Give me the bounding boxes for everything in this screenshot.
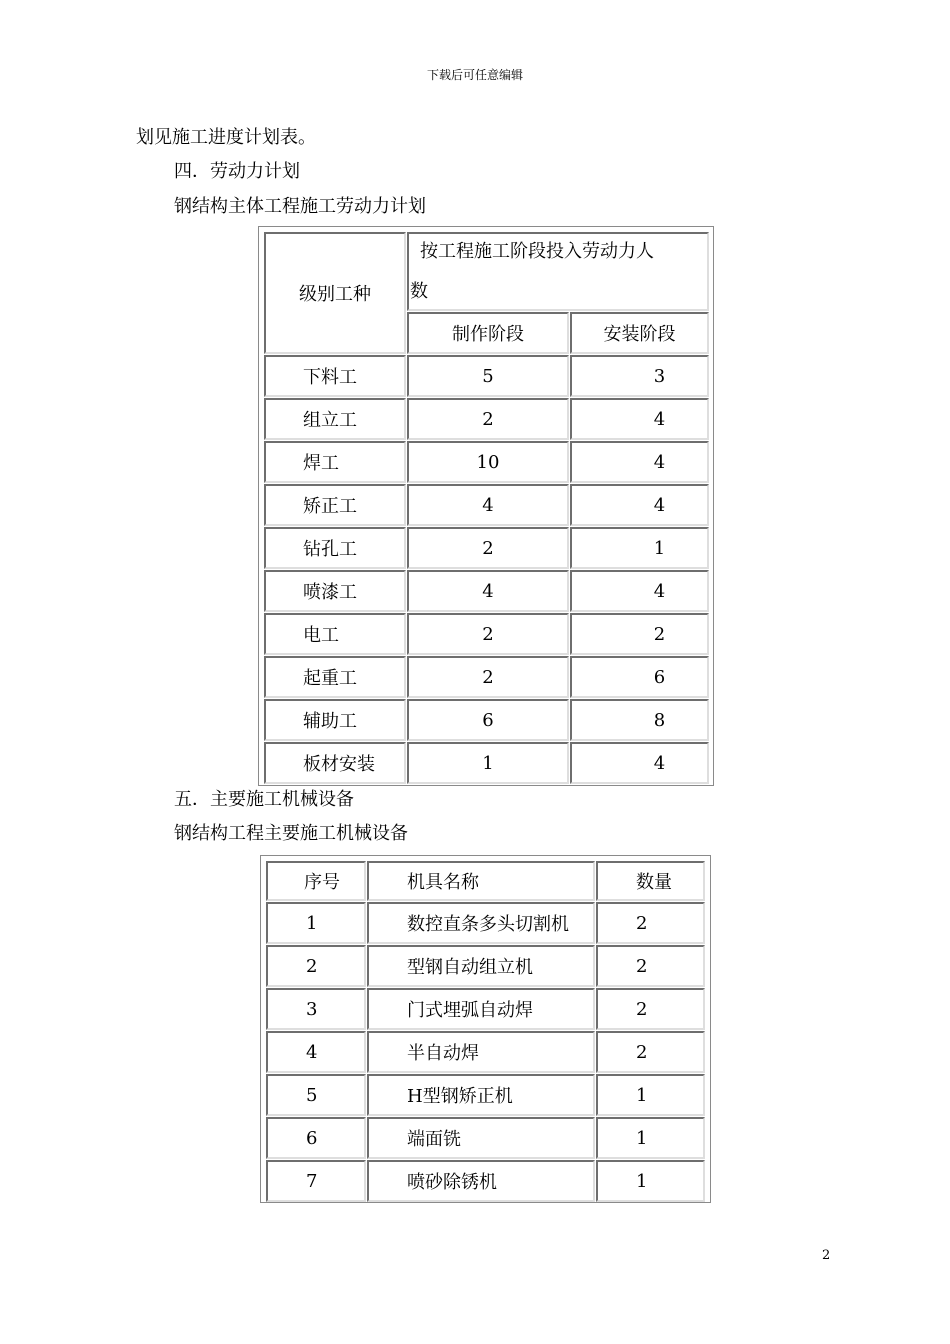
table-caption-equipment: 钢结构工程主要施工机械设备: [174, 823, 408, 844]
page-header: 下载后可任意编辑: [426, 68, 523, 82]
equipment-cell-qty-text: 1: [636, 1127, 648, 1149]
equipment-cell-no: [266, 945, 366, 987]
labor-cell-trade: [264, 656, 406, 698]
header-name: 机具名称: [367, 861, 595, 901]
equipment-cell-qty-text: 1: [636, 1084, 648, 1106]
labor-cell-fabrication-text: 2: [482, 408, 494, 430]
equipment-cell-no: [266, 1031, 366, 1073]
table-caption-labor: 钢结构主体工程施工劳动力计划: [174, 196, 426, 217]
labor-cell-trade-text: 起重工: [303, 668, 357, 689]
labor-plan-table: [258, 226, 714, 786]
equipment-cell-qty-text: 2: [636, 1041, 648, 1063]
header-trade: 级别工种: [264, 232, 406, 354]
labor-cell-trade: [264, 355, 406, 397]
labor-cell-installation: [570, 398, 709, 440]
labor-cell-fabrication: [407, 656, 569, 698]
equipment-cell-name-text: 门式埋弧自动焊: [407, 1000, 533, 1021]
section-heading-labor: 四．劳动力计划: [174, 161, 300, 182]
labor-cell-fabrication-text: 5: [482, 365, 494, 387]
labor-cell-trade: [264, 527, 406, 569]
labor-cell-fabrication: [407, 527, 569, 569]
labor-cell-trade: [264, 570, 406, 612]
equipment-cell-name: [367, 902, 595, 944]
labor-cell-fabrication-text: 4: [482, 494, 494, 516]
equipment-cell-qty: [596, 1160, 705, 1202]
equipment-cell-name-text: 数控直条多头切割机: [407, 914, 569, 935]
labor-cell-fabrication-text: 4: [482, 580, 494, 602]
equipment-cell-qty: [596, 1074, 705, 1116]
equipment-cell-name: [367, 945, 595, 987]
labor-cell-trade: [264, 742, 406, 784]
labor-cell-installation-text: 4: [653, 580, 666, 602]
header-stage-group-line1: 按工程施工阶段投入劳动力人: [420, 240, 654, 262]
equipment-cell-no: [266, 1074, 366, 1116]
equipment-cell-no-text: 2: [306, 955, 318, 977]
header-stage-group-line2: 数: [410, 280, 428, 302]
labor-cell-installation-text: 4: [653, 494, 666, 516]
labor-cell-installation: [570, 699, 709, 741]
labor-cell-installation-text: 6: [653, 666, 666, 688]
labor-cell-fabrication-text: 2: [482, 537, 494, 559]
equipment-cell-no-text: 6: [306, 1127, 318, 1149]
labor-cell-fabrication: [407, 441, 569, 483]
equipment-cell-name: [367, 1074, 595, 1116]
equipment-cell-name-text: 喷砂除锈机: [407, 1172, 497, 1193]
header-qty: 数量: [596, 861, 705, 901]
equipment-cell-qty-text: 2: [636, 912, 648, 934]
section-heading-equipment: 五．主要施工机械设备: [174, 789, 354, 810]
equipment-cell-name: [367, 1160, 595, 1202]
labor-cell-installation: [570, 441, 709, 483]
labor-cell-installation: [570, 742, 709, 784]
labor-cell-fabrication-text: 2: [482, 623, 494, 645]
header-no: 序号: [266, 861, 366, 901]
labor-cell-installation: [570, 355, 709, 397]
labor-cell-trade-text: 矫正工: [303, 496, 357, 517]
labor-cell-installation: [570, 656, 709, 698]
labor-cell-fabrication: [407, 699, 569, 741]
equipment-cell-qty-text: 2: [636, 955, 648, 977]
labor-cell-fabrication-text: 6: [482, 709, 494, 731]
equipment-cell-no: [266, 902, 366, 944]
header-installation: 安装阶段: [570, 312, 709, 354]
labor-cell-installation: [570, 613, 709, 655]
labor-cell-installation-text: 3: [653, 365, 666, 387]
equipment-cell-name-text: H型钢矫正机: [407, 1086, 513, 1107]
equipment-cell-qty-text: 2: [636, 998, 648, 1020]
labor-cell-trade-text: 焊工: [303, 453, 339, 474]
equipment-cell-name-text: 半自动焊: [407, 1043, 479, 1064]
labor-cell-fabrication: [407, 613, 569, 655]
labor-cell-fabrication: [407, 570, 569, 612]
labor-cell-trade: [264, 398, 406, 440]
labor-cell-installation-text: 8: [653, 709, 666, 731]
labor-cell-trade: [264, 613, 406, 655]
labor-cell-trade-text: 电工: [303, 625, 339, 646]
equipment-cell-name: [367, 988, 595, 1030]
body-line: 划见施工进度计划表。: [136, 127, 316, 148]
equipment-cell-no: [266, 1160, 366, 1202]
equipment-table: [260, 855, 711, 1203]
equipment-cell-no: [266, 1117, 366, 1159]
labor-cell-trade: [264, 484, 406, 526]
equipment-cell-no-text: 4: [306, 1041, 318, 1063]
equipment-cell-qty: [596, 988, 705, 1030]
labor-cell-trade-text: 喷漆工: [303, 582, 357, 603]
equipment-cell-qty: [596, 1117, 705, 1159]
equipment-cell-name: [367, 1031, 595, 1073]
labor-cell-trade-text: 钻孔工: [303, 539, 357, 560]
equipment-cell-name: [367, 1117, 595, 1159]
labor-cell-installation-text: 4: [653, 752, 666, 774]
equipment-cell-no-text: 1: [306, 912, 318, 934]
labor-cell-installation-text: 4: [653, 408, 666, 430]
labor-cell-fabrication-text: 2: [482, 666, 494, 688]
labor-cell-fabrication: [407, 355, 569, 397]
equipment-cell-name-text: 型钢自动组立机: [407, 957, 533, 978]
labor-cell-trade-text: 辅助工: [303, 711, 357, 732]
labor-cell-trade: [264, 699, 406, 741]
equipment-cell-no-text: 5: [306, 1084, 318, 1106]
labor-cell-installation: [570, 570, 709, 612]
equipment-cell-no: [266, 988, 366, 1030]
equipment-cell-name-text: 端面铣: [407, 1129, 461, 1150]
equipment-cell-no-text: 3: [306, 998, 318, 1020]
labor-cell-trade-text: 组立工: [303, 410, 357, 431]
labor-cell-fabrication: [407, 484, 569, 526]
page-number: 2: [822, 1248, 831, 1263]
equipment-cell-no-text: 7: [306, 1170, 318, 1192]
labor-cell-fabrication: [407, 398, 569, 440]
labor-cell-trade-text: 板材安装: [303, 754, 375, 775]
labor-cell-installation: [570, 527, 709, 569]
labor-cell-fabrication: [407, 742, 569, 784]
labor-cell-fabrication-text: 10: [476, 451, 500, 473]
equipment-cell-qty: [596, 945, 705, 987]
labor-cell-installation-text: 4: [653, 451, 666, 473]
labor-cell-trade-text: 下料工: [303, 367, 357, 388]
labor-cell-trade: [264, 441, 406, 483]
labor-cell-installation-text: 1: [653, 537, 666, 559]
header-fabrication: 制作阶段: [407, 312, 569, 354]
labor-cell-installation-text: 2: [653, 623, 666, 645]
equipment-cell-qty: [596, 902, 705, 944]
equipment-cell-qty: [596, 1031, 705, 1073]
labor-cell-installation: [570, 484, 709, 526]
labor-cell-fabrication-text: 1: [482, 752, 494, 774]
header-stage-group: [407, 232, 709, 311]
equipment-cell-qty-text: 1: [636, 1170, 648, 1192]
